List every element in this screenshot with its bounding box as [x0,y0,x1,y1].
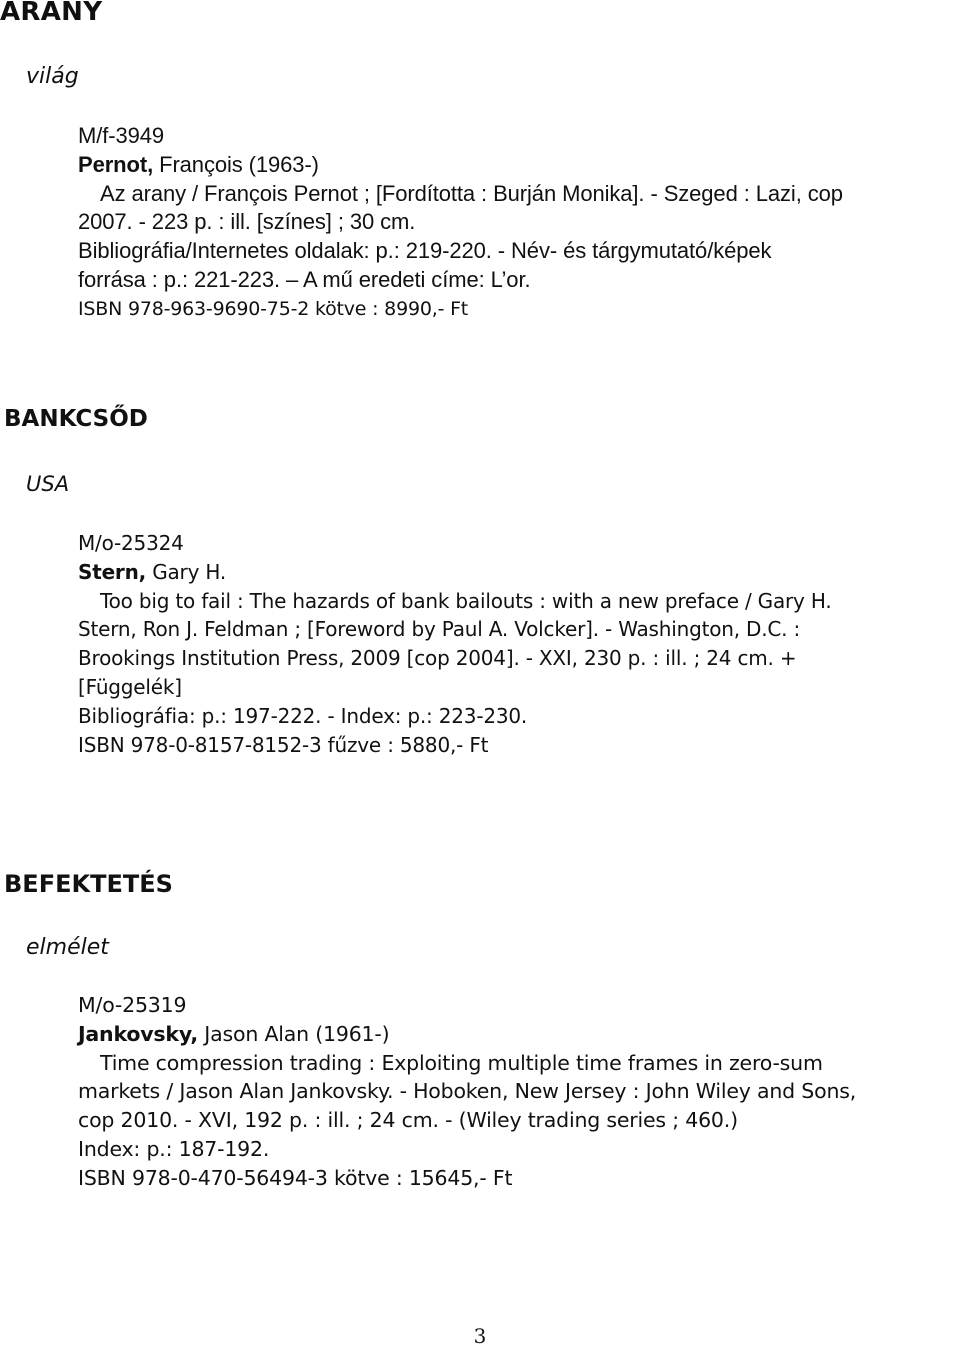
section-subheading-usa: USA [26,472,70,496]
section-subheading-vilag: világ [26,64,79,89]
author-name: Jankovsky, [78,1021,198,1046]
call-number: M/o-25324 [78,531,184,555]
title-line: Time compression trading : Exploiting multiple time frames in zero-sum [100,1050,823,1075]
call-number: M/o-25319 [78,993,187,1017]
title-line: Az arany / François Pernot ; [Fordította : Burján Monika]. - Szeged : Lazi, cop [100,180,843,206]
author-name: Stern, [78,559,147,584]
author-details: Gary H. [146,559,227,584]
catalog-entry-pernot [78,122,843,324]
author-details: Jason Alan (1961-) [197,1021,390,1046]
section-heading-arany: ARANY [0,0,103,27]
note-line: Index: p.: 187-192. [78,1136,270,1161]
title-line: markets / Jason Alan Jankovsky. - Hoboken, New Jersey : John Wiley and Sons, [78,1079,857,1104]
note-line: Bibliográfia/Internetes oldalak: p.: 219-220. - Név- és tárgymutató/képek [78,238,772,264]
section-subheading-elmelet: elmélet [26,935,109,960]
author-line [78,558,831,587]
author-line [78,151,843,180]
isbn-line: ISBN 978-963-9690-75-2 kötve : 8990,- Ft [78,297,469,320]
section-heading-bankcsod: BANKCSŐD [4,406,148,432]
title-line: cop 2010. - XVI, 192 p. : ill. ; 24 cm. - (Wiley trading series ; 460.) [78,1108,738,1133]
section-heading-befektetes: BEFEKTETÉS [4,870,173,898]
author-details: François (1963-) [153,151,319,177]
page-number: 3 [473,1324,487,1348]
call-number: M/f-3949 [78,123,165,148]
title-line: [Függelék] [78,674,182,699]
catalog-entry-stern [78,529,831,759]
author-name: Pernot, [78,151,154,177]
isbn-line: ISBN 978-0-8157-8152-3 fűzve : 5880,- Ft [78,732,489,757]
catalog-entry-jankovsky [78,991,856,1193]
isbn-line: ISBN 978-0-470-56494-3 kötve : 15645,- Ft [78,1165,513,1190]
note-line: forrása : p.: 221-223. – A mű eredeti címe: L’or. [78,266,531,292]
author-line [78,1020,856,1049]
title-line: Stern, Ron J. Feldman ; [Foreword by Paul A. Volcker]. - Washington, D.C. : [78,617,801,642]
title-line: Too big to fail : The hazards of bank bailouts : with a new preface / Gary H. [100,588,832,613]
title-line: 2007. - 223 p. : ill. [színes] ; 30 cm. [78,209,416,235]
note-line: Bibliográfia: p.: 197-222. - Index: p.: 223-230. [78,703,528,728]
title-line: Brookings Institution Press, 2009 [cop 2004]. - XXI, 230 p. : ill. ; 24 cm. + [78,646,797,671]
